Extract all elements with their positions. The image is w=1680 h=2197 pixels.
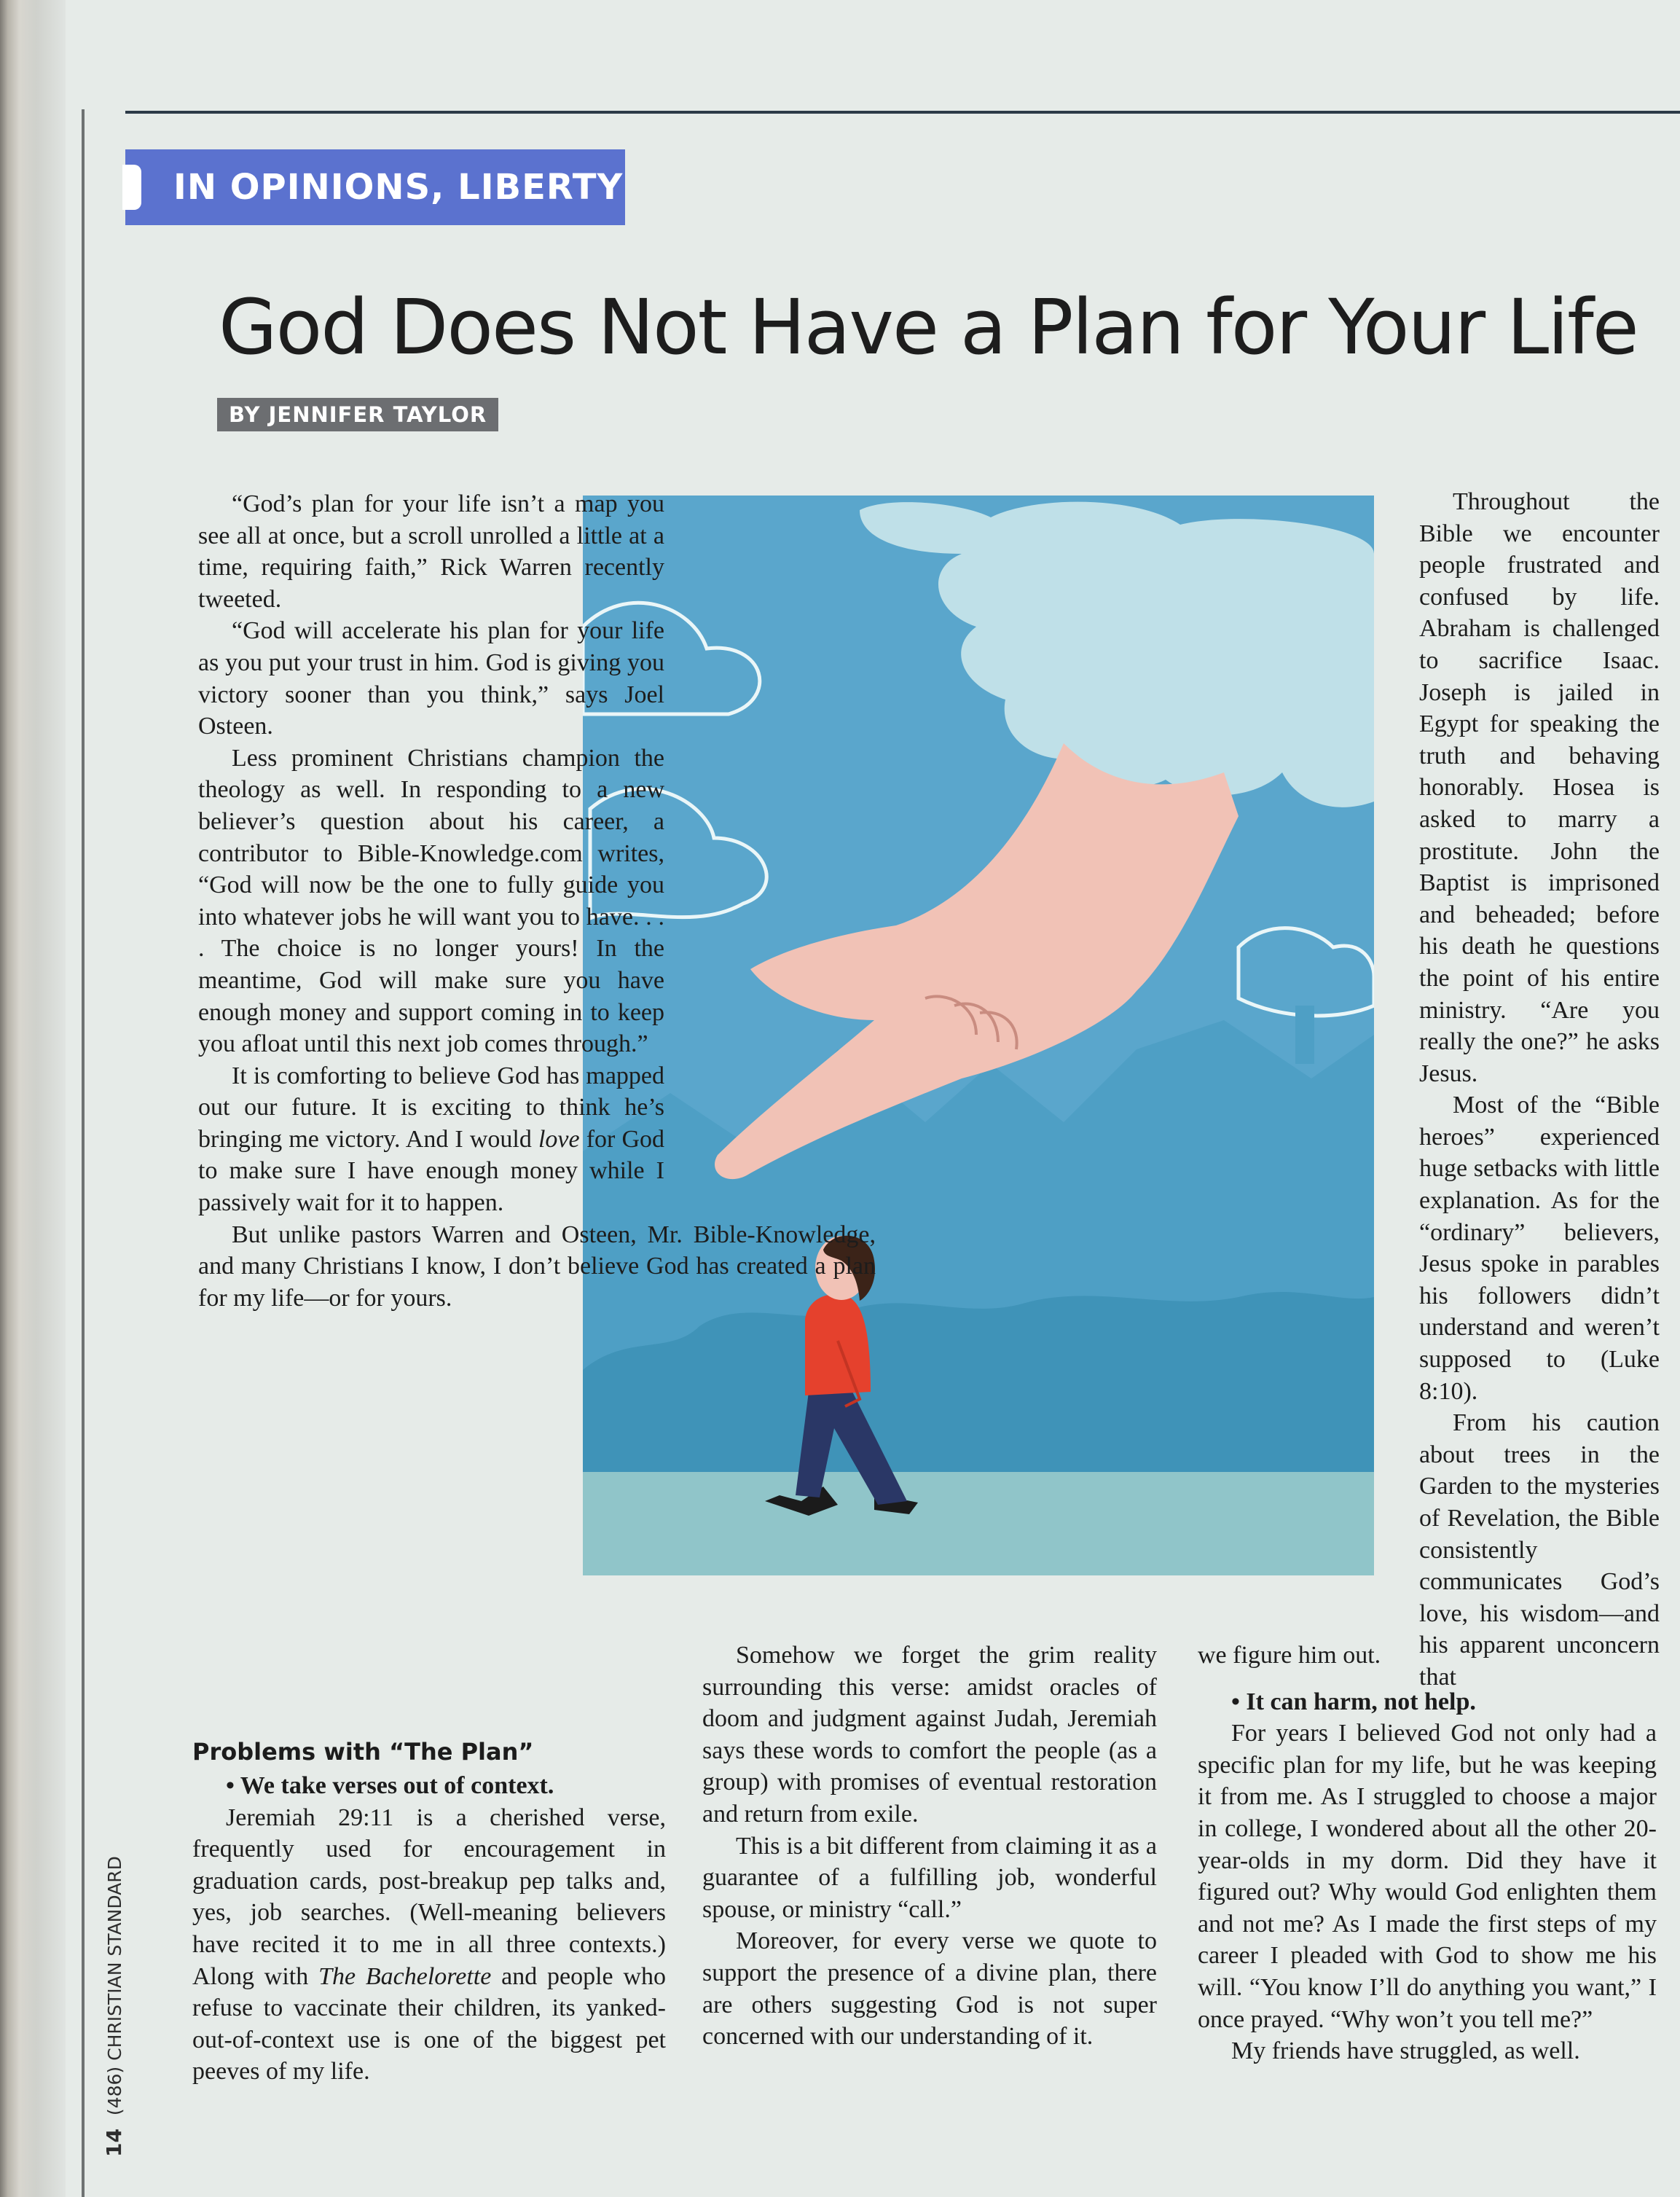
col3-paragraph-3: From his caution about trees in the Garden to the mysteries of Revelation, the Bible consistently communicates God’s love, his wisdom—and his apparent unconcern that bbox=[1419, 1409, 1660, 1691]
publication-name: CHRISTIAN STANDARD bbox=[104, 1856, 125, 2061]
col3-paragraph-3-end: we figure him out. bbox=[1198, 1642, 1381, 1669]
margin-rule bbox=[82, 109, 85, 2197]
col1-paragraph-1: “God’s plan for your life isn’t a map you see all at once, but a scroll unrolled a little at a time, requiring faith,” Rick Warren recently tweeted. bbox=[198, 490, 664, 613]
column-2 bbox=[702, 1640, 1157, 2053]
col2-paragraph-3: Moreover, for every verse we quote to support the presence of a divine plan, there are others suggesting God is not super concerned with our understanding of it. bbox=[702, 1927, 1157, 2051]
ground bbox=[583, 1472, 1374, 1575]
col2-paragraph-2: This is a bit different from claiming it as a guarantee of a fulfilling job, wonderful spouse, or ministry “call.” bbox=[702, 1832, 1157, 1923]
banner-tab-shape bbox=[122, 165, 141, 210]
section-banner bbox=[125, 149, 625, 225]
column-1 bbox=[198, 488, 876, 1314]
problems-p1-start: Jeremiah 29:11 is a cherished verse, frequently used for encouragement in graduation cards, post-breakup pep talks and, yes, job searches. (Well-meaning believers have recited it to me in all three contexts.) Along with bbox=[192, 1804, 666, 1990]
illustration-svg bbox=[583, 496, 1374, 1575]
col2-paragraph-1: Somehow we forget the grim reality surrounding this verse: amidst oracles of doom and judgment against Judah, Jeremiah says these words to comfort the people (as a group) with promises of eventual restoration and return from exile. bbox=[702, 1642, 1157, 1828]
byline: BY JENNIFER TAYLOR bbox=[217, 398, 498, 431]
article-title: God Does Not Have a Plan for Your Life bbox=[219, 283, 1638, 372]
col1-paragraph-4 bbox=[198, 1060, 664, 1219]
illustration-hand-pointing-at-man bbox=[583, 496, 1374, 1575]
col1-p4-emphasis: love bbox=[538, 1125, 580, 1153]
section-label: IN OPINIONS, LIBERTY bbox=[173, 167, 624, 208]
issue-number: (486) bbox=[104, 2066, 125, 2116]
problems-p1-emphasis: The Bachelorette bbox=[318, 1962, 492, 1990]
col1-p4-start: It is comforting to believe God has mapped out our future. It is exciting to think he’s bringing me victory. And I would bbox=[198, 1062, 664, 1153]
page-binding-shadow bbox=[0, 0, 66, 2197]
column-1-lower bbox=[192, 1723, 666, 2088]
col1-paragraph-2: “God will accelerate his plan for your life as you put your trust in him. God is giving you victory sooner than you think,” says Joel Osteen. bbox=[198, 617, 664, 740]
problems-p1-end: and people who refuse to vaccinate their children, its yanked-out-of-context use is one of the biggest pet peeves of my life. bbox=[192, 1962, 666, 2086]
col3-paragraph-5: My friends have struggled, as well. bbox=[1231, 2037, 1580, 2065]
page-number: 14 bbox=[102, 2129, 126, 2157]
col1-paragraph-3: Less prominent Christians champion the theology as well. In responding to a new believer’s question about his career, a contributor to Bible-Knowledge.com writes, “God will now be the one to fully guide you into whatever jobs he will want you to have. . . . The choice is no longer yours! In the meantime, God will make sure you have enough money and support coming in to keep you afloat until this next job comes through.” bbox=[198, 744, 664, 1058]
subheading-problems: Problems with “The Plan” bbox=[192, 1738, 534, 1766]
chimney bbox=[1295, 1006, 1314, 1064]
column-3-top bbox=[1419, 486, 1660, 1693]
folio bbox=[102, 1856, 126, 2157]
col1-paragraph-5: But unlike pastors Warren and Osteen, Mr. Bible-Knowledge, and many Christians I know, I don’t believe God has created a plan for my life—or for yours. bbox=[198, 1221, 876, 1312]
bullet-harm: • It can harm, not help. bbox=[1231, 1688, 1476, 1715]
bullet-context: • We take verses out of context. bbox=[226, 1772, 554, 1799]
column-3-bottom bbox=[1198, 1640, 1657, 2067]
top-rule bbox=[125, 111, 1680, 114]
col3-paragraph-1: Throughout the Bible we encounter people frustrated and confused by life. Abraham is challenged to sacrifice Isaac. Joseph is jailed in Egypt for speaking the truth and behaving honorably. Hosea is asked to marry a prostitute. John the Baptist is imprisoned and beheaded; before his death he questions the point of his entire ministry. “Are you really the one?” he asks Jesus. bbox=[1419, 488, 1660, 1087]
col3-paragraph-2: Most of the “Bible heroes” experienced huge setbacks with little explanation. As for the “ordinary” believers, Jesus spoke in parables his followers didn’t understand and weren’t supposed to (Luke 8:10). bbox=[1419, 1092, 1660, 1405]
problems-paragraph-1 bbox=[192, 1802, 666, 2088]
col1-p4-end: for God to make sure I have enough money while I passively wait for it to happen. bbox=[198, 1125, 664, 1217]
col3-paragraph-4: For years I believed God not only had a specific plan for my life, but he was keeping it from me. As I struggled to choose a major in college, I wondered about all the other 20-year-olds in my dorm. Did they have it figured out? Why would God enlighten them and not me? As I made the first steps of my career I pleaded with God to show me his will. “You know I’ll do anything you want,” I once prayed. “Why won’t you tell me?” bbox=[1198, 1720, 1657, 2033]
